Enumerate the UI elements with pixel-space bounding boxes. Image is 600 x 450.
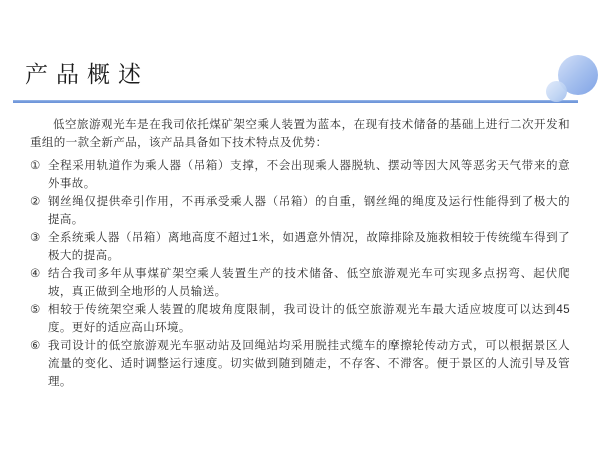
feature-text: 钢丝绳仅提供牵引作用，不再承受乘人器（吊箱）的自重，钢丝绳的绳度及运行性能得到了极大的提高。	[48, 196, 570, 226]
feature-text: 结合我司多年从事煤矿架空乘人装置生产的技术储备、低空旅游观光车可实现多点拐弯、起伏爬坡，真正做到全地形的人员输送。	[48, 268, 570, 298]
feature-item	[30, 265, 570, 301]
feature-text: 我司设计的低空旅游观光车驱动站及回绳站均采用脱挂式缆车的摩擦轮传动方式，可以根据景区人流量的变化、适时调整运行速度。切实做到随到随走，不存客、不滞客。便于景区的人流引导及管理。	[48, 340, 570, 388]
feature-item	[30, 157, 570, 193]
feature-list	[30, 157, 570, 391]
decor-circle-small	[546, 81, 567, 102]
feature-text: 全系统乘人器（吊箱）离地高度不超过1米，如遇意外情况，故障排除及施救相较于传统缆车得到了极大的提高。	[48, 232, 570, 262]
intro-paragraph: 低空旅游观光车是在我司依托煤矿架空乘人装置为蓝本，在现有技术储备的基础上进行二次开发和重组的一款全新产品，该产品具备如下技术特点及优势：	[30, 119, 570, 149]
feature-text: 相较于传统架空乘人装置的爬坡角度限制，我司设计的低空旅游观光车最大适应坡度可以达到45度。更好的适应高山环境。	[48, 304, 570, 334]
feature-item	[30, 229, 570, 265]
feature-text: 全程采用轨道作为乘人器（吊箱）支撑，不会出现乘人器脱轨、摆动等因大风等恶劣天气带来的意外事故。	[48, 160, 570, 190]
feature-marker: ①	[30, 160, 41, 172]
feature-marker: ②	[30, 196, 41, 208]
feature-item	[30, 193, 570, 229]
feature-marker: ④	[30, 268, 41, 280]
feature-marker: ③	[30, 232, 41, 244]
feature-item	[30, 337, 570, 391]
page-title: 产品概述	[25, 61, 149, 87]
feature-item	[30, 301, 570, 337]
feature-marker: ⑤	[30, 304, 41, 316]
body-text	[30, 116, 570, 391]
title-underline	[13, 100, 578, 103]
feature-marker: ⑥	[30, 340, 41, 352]
